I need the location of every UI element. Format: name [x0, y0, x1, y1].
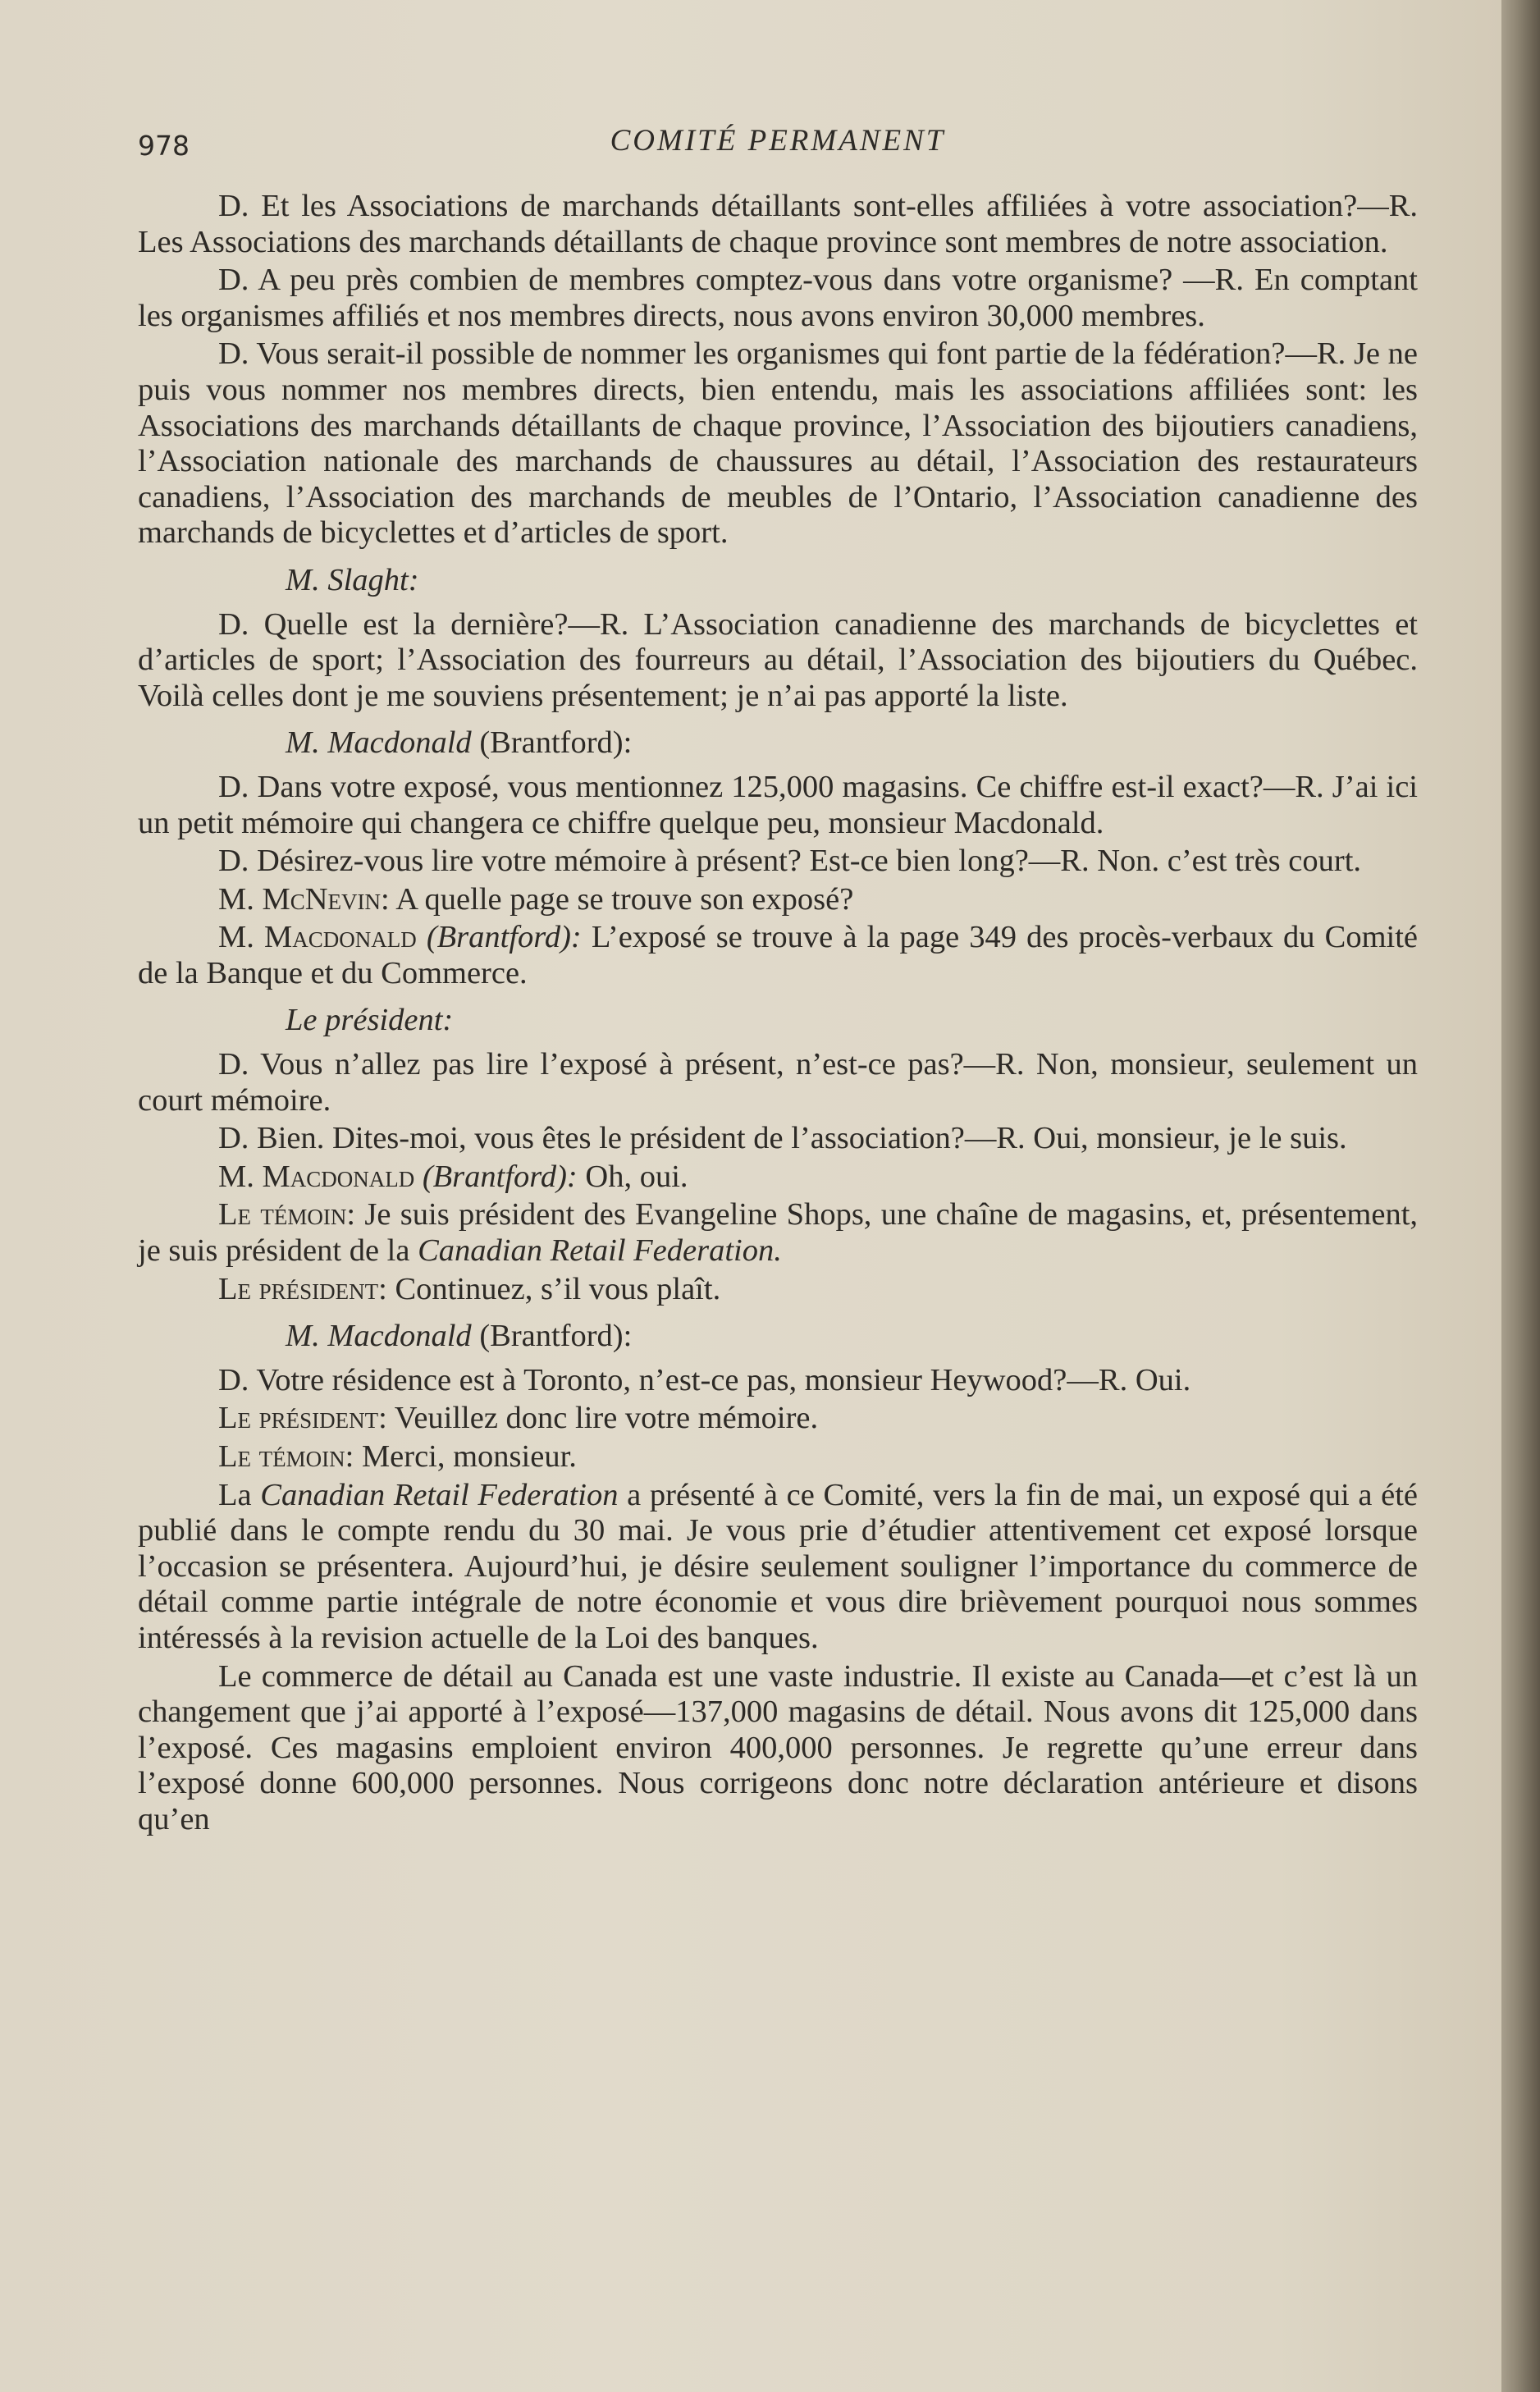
speech-italic: Canadian Retail Federation.: [418, 1233, 782, 1269]
paragraph: D. Quelle est la dernière?—R. L’Association canadienne des marchands de bicyclettes et d’articles de sport; l’Association des fourreurs au détail, l’Association des bijoutiers du Québec. Voilà celles dont je me souviens présentement; je n’ai pas apporté la liste.: [138, 606, 1418, 713]
page-edge: [1501, 0, 1540, 2392]
page-number: 978: [138, 130, 190, 162]
speaker-heading: Le président:: [286, 1003, 454, 1038]
speech-text: Oh, oui.: [585, 1159, 688, 1194]
speech-text: Continuez, s’il vous plaît.: [395, 1271, 721, 1306]
paragraph: [138, 1439, 1418, 1475]
speaker-place: (Brantford):: [479, 725, 633, 761]
speaker-heading: [138, 1319, 1418, 1355]
paragraph: D. Votre résidence est à Toronto, n’est-ce pas, monsieur Heywood?—R. Oui.: [218, 1362, 1191, 1397]
speech-text: A quelle page se trouve son exposé?: [395, 881, 854, 917]
paragraph: D. Et les Associations de marchands détaillants sont-elles affiliées à votre association?—R. Les Associations des marchands détaillants de chaque province sont membres de notre association.: [138, 189, 1418, 259]
speaker-place: (Brantford):: [426, 920, 582, 955]
speaker-place: (Brantford):: [422, 1159, 578, 1194]
paragraph: Le commerce de détail au Canada est une vaste industrie. Il existe au Canada—et c’est là un changement que j’ai apporté à l’exposé—137,000 magasins de détail. Nous avons dit 125,000 dans l’exposé. Ces magasins emploient environ 400,000 personnes. Je regrette qu’une erreur dans l’exposé donne 600,000 personnes. Nous corrigeons donc notre déclaration antérieure et disons qu’en: [138, 1658, 1418, 1836]
running-title: COMITÉ PERMANENT: [610, 124, 946, 158]
paragraph: [138, 1159, 1418, 1196]
speaker-label: M. Macdonald: [218, 920, 417, 955]
paragraph: [138, 1272, 1418, 1308]
speech-text: a présenté à ce Comité, vers la fin de mai, un exposé qui a été publié dans le compte rendu du 30 mai. Je vous prie d’étudier attentivement cet exposé lorsque l’occasion se présentera. Aujourd’hui, je désire seulement souligner l’importance du commerce de détail comme partie intégrale de notre économie et vous dire brièvement pourquoi nous sommes intéressés à la revision actuelle de la Loi des banques.: [138, 1477, 1419, 1655]
speaker-label: Le président:: [218, 1271, 387, 1306]
speech-text: L’exposé se trouve à la page 349 des procès-verbaux du Comité de la Banque et du Commerce.: [138, 920, 1419, 990]
page-header: [138, 123, 1418, 164]
speaker-label: Le témoin:: [218, 1439, 354, 1474]
speaker-name: M. Macdonald: [286, 1319, 472, 1354]
speaker-label: Le président:: [218, 1401, 387, 1436]
speaker-label: Le témoin:: [218, 1197, 356, 1233]
paragraph: D. Dans votre exposé, vous mentionnez 125,000 magasins. Ce chiffre est-il exact?—R. J’ai ici un petit mémoire qui changera ce chiffre quelque peu, monsieur Macdonald.: [138, 769, 1418, 840]
paragraph: D. Vous serait-il possible de nommer les organismes qui font partie de la fédération?—R. Je ne puis vous nommer nos membres directs, bien entendu, mais les associations affiliées sont: les Associations des marchands détaillants de chaque province, l’Association des bijoutiers canadiens, l’Association nationale des marchands de chaussures au détail, l’Association des restaurateurs canadiens, l’Association des marchands de meubles de l’Ontario, l’Association canadienne des marchands de bicyclettes et d’articles de sport.: [138, 336, 1418, 551]
speech-text: Je suis président des Evangeline Shops, une chaîne de magasins, et, présentement, je suis président de la: [138, 1197, 1419, 1269]
speaker-heading: M. Slaght:: [286, 562, 419, 597]
body-text: [138, 189, 1418, 1841]
paragraph: D. Désirez-vous lire votre mémoire à présent? Est-ce bien long?—R. Non. c’est très court.: [218, 844, 1362, 879]
paragraph: D. Bien. Dites-moi, vous êtes le président de l’association?—R. Oui, monsieur, je le suis.: [218, 1121, 1347, 1156]
speech-text: La: [218, 1477, 252, 1512]
paragraph: D. A peu près combien de membres comptez-vous dans votre organisme? —R. En comptant les organismes affiliés et nos membres directs, nous avons environ 30,000 membres.: [138, 263, 1418, 333]
paragraph: [138, 1478, 1418, 1657]
speech-text: Merci, monsieur.: [361, 1439, 577, 1474]
speaker-heading: [138, 725, 1418, 762]
paragraph: D. Vous n’allez pas lire l’exposé à présent, n’est-ce pas?—R. Non, monsieur, seulement un court mémoire.: [138, 1047, 1418, 1118]
speech-italic: Canadian Retail Federation: [260, 1477, 619, 1512]
paragraph: [138, 920, 1418, 991]
speaker-label: M. McNevin:: [218, 881, 390, 917]
paragraph: [138, 1401, 1418, 1437]
speech-text: Veuillez donc lire votre mémoire.: [394, 1401, 819, 1436]
speaker-name: M. Macdonald: [286, 725, 472, 761]
paragraph: [138, 882, 1418, 918]
paragraph: [138, 1197, 1418, 1269]
speaker-place: (Brantford):: [479, 1319, 633, 1354]
speaker-label: M. Macdonald: [218, 1159, 415, 1194]
